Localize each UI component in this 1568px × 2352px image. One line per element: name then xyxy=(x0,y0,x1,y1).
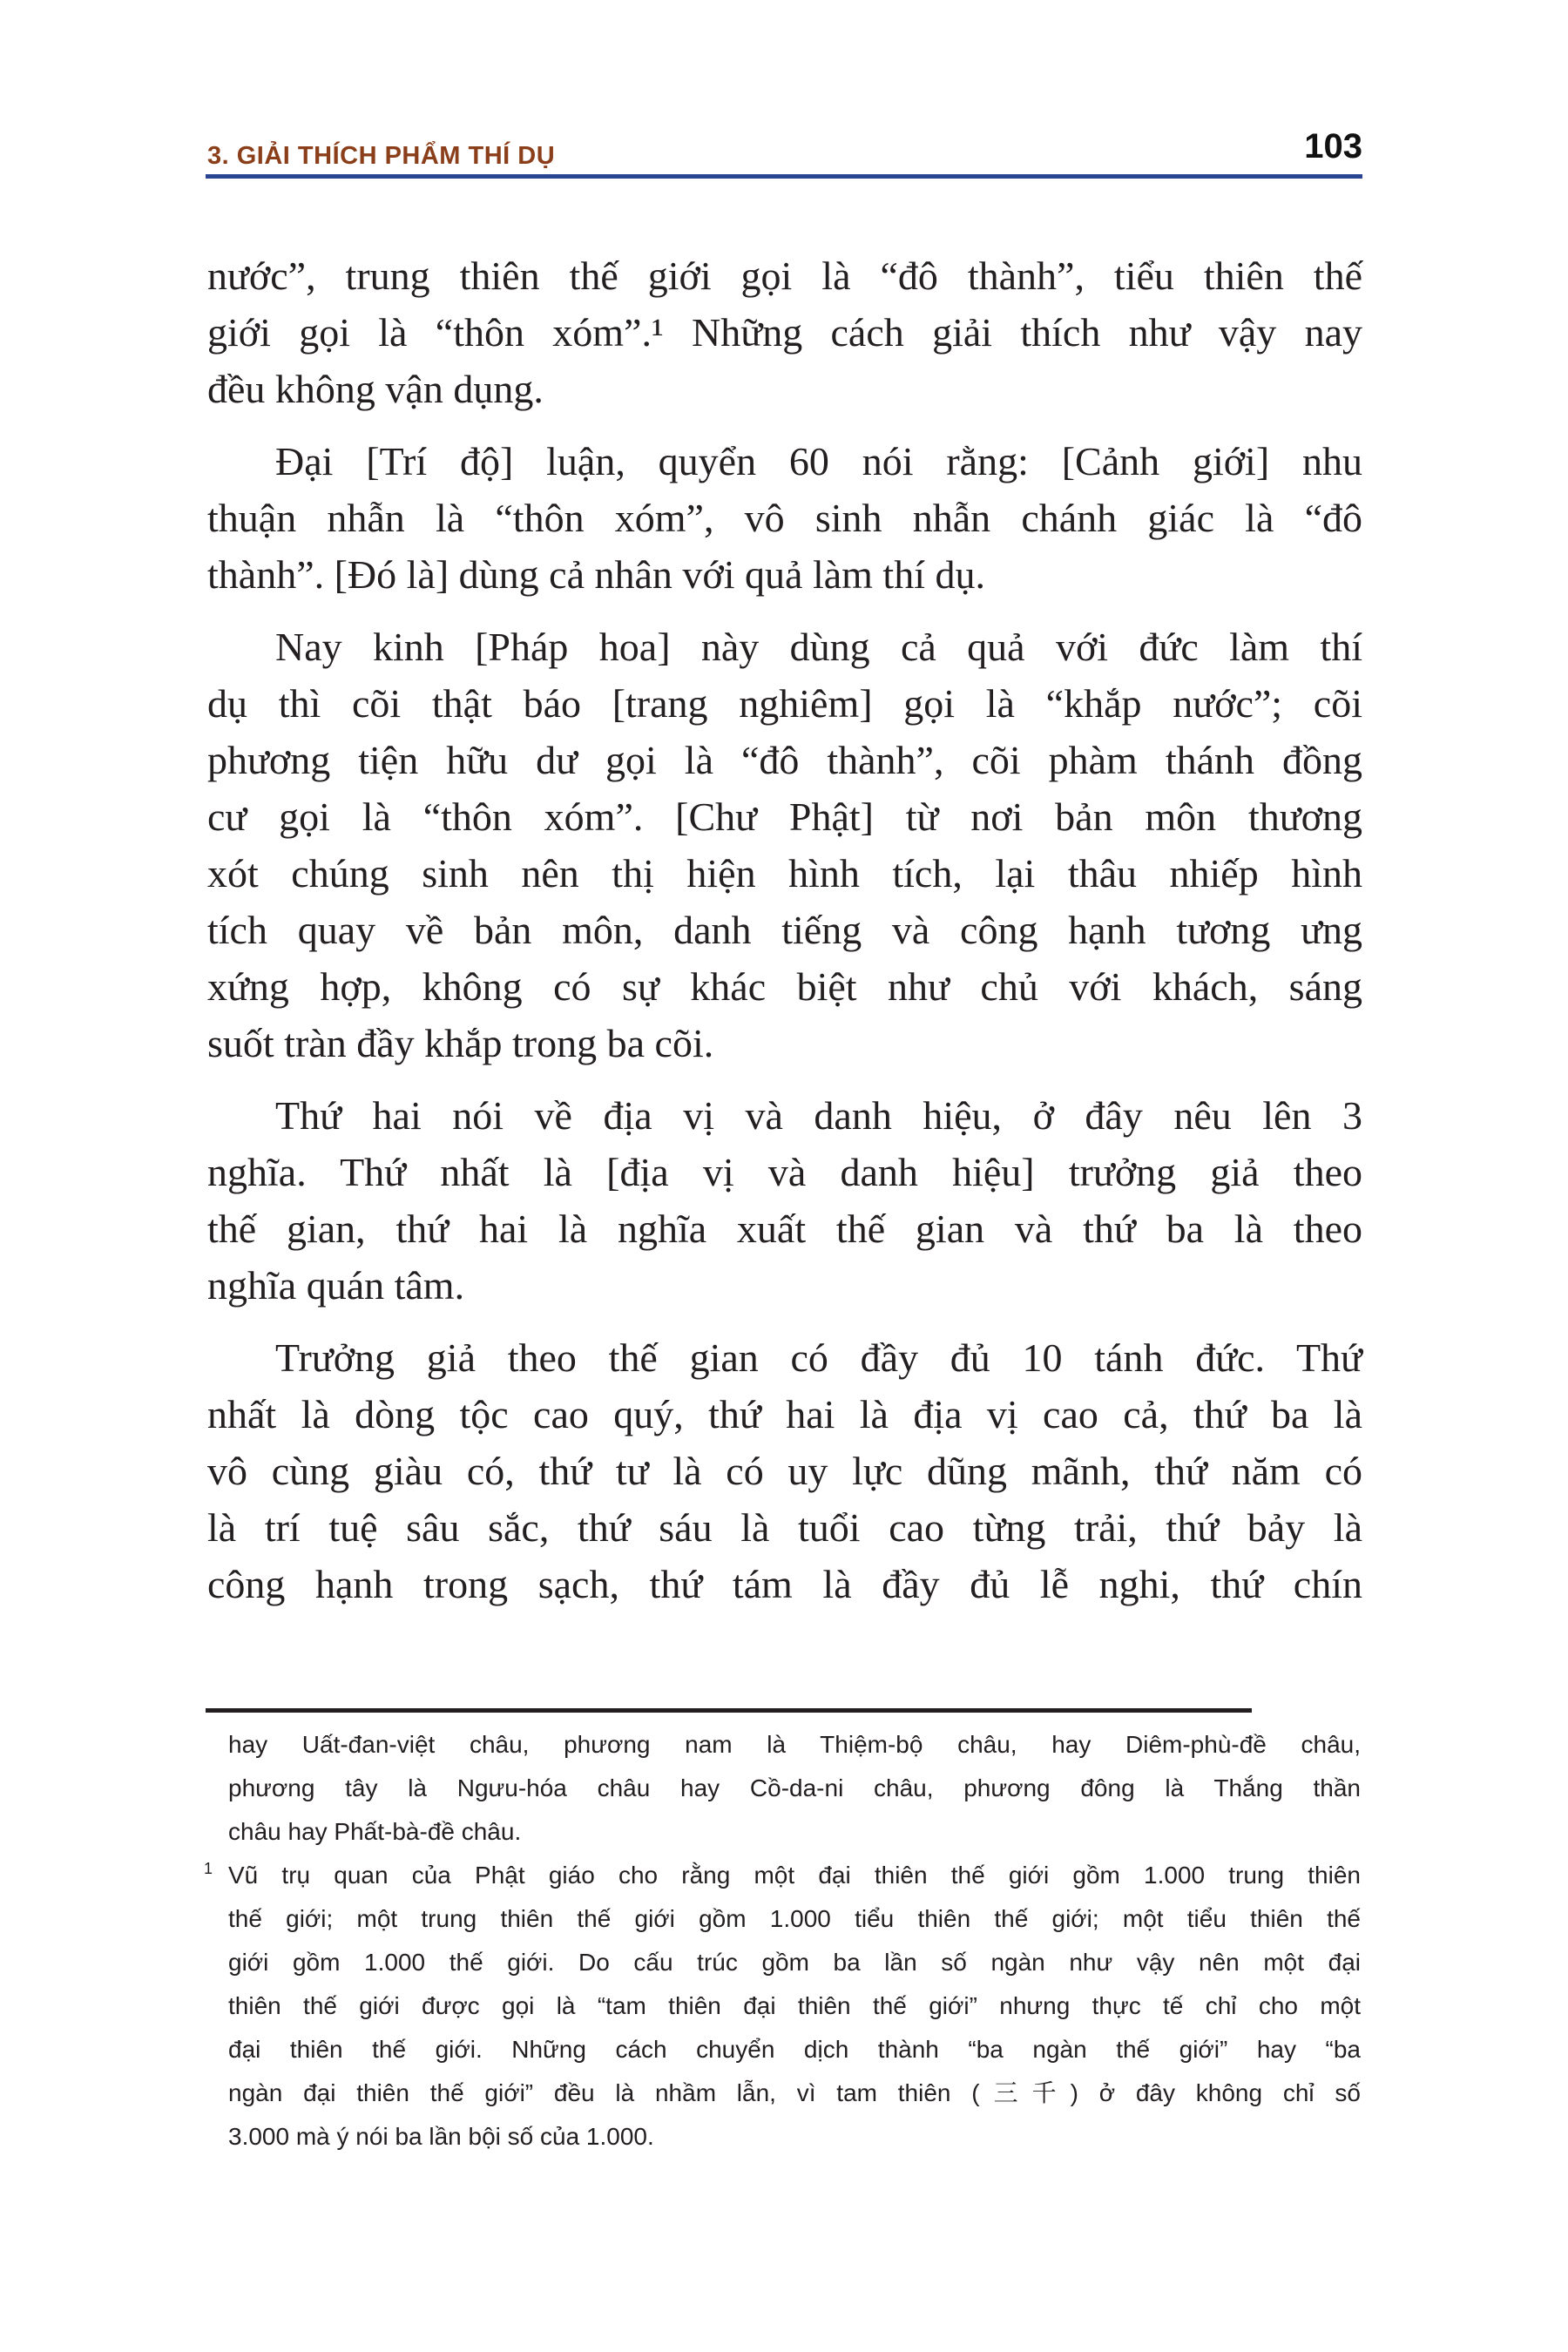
text-line: cư gọi là “thôn xóm”. [Chư Phật] từ nơi bản môn thương xyxy=(207,794,1362,839)
text-line: Nay kinh [Pháp hoa] này dùng cả quả với đức làm thí xyxy=(275,625,1362,669)
text-line: phương tiện hữu dư gọi là “đô thành”, cõi phàm thánh đồng xyxy=(207,738,1362,782)
text-line: Đại [Trí độ] luận, quyển 60 nói rằng: [Cảnh giới] nhu xyxy=(275,439,1362,483)
page-number: 103 xyxy=(1304,127,1362,166)
footnote-line: thế giới; một trung thiên thế giới gồm 1.000 tiểu thiên thế giới; một tiểu thiên thế xyxy=(228,1905,1361,1932)
text-line: thế gian, thứ hai là nghĩa xuất thế gian và thứ ba là theo xyxy=(207,1206,1362,1251)
text-line: Trưởng giả theo thế gian có đầy đủ 10 tánh đức. Thứ xyxy=(275,1335,1362,1380)
text-line: xót chúng sinh nên thị hiện hình tích, lại thâu nhiếp hình xyxy=(207,851,1362,896)
footnote-line: châu hay Phất-bà-đề châu. xyxy=(228,1818,522,1845)
text-line: vô cùng giàu có, thứ tư là có uy lực dũng mãnh, thứ năm có xyxy=(207,1449,1362,1493)
text-line: tích quay về bản môn, danh tiếng và công hạnh tương ưng xyxy=(207,908,1362,952)
text-line: dụ thì cõi thật báo [trang nghiêm] gọi là “khắp nước”; cõi xyxy=(207,681,1362,726)
header-rule xyxy=(206,174,1362,179)
text-line: Thứ hai nói về địa vị và danh hiệu, ở đây nêu lên 3 xyxy=(275,1093,1362,1138)
footnote-line: phương tây là Ngưu-hóa châu hay Cồ-da-ni châu, phương đông là Thắng thần xyxy=(228,1774,1361,1801)
text-line: giới gọi là “thôn xóm”.¹ Những cách giải thích như vậy nay xyxy=(207,310,1362,355)
footnote-separator xyxy=(206,1708,1252,1713)
footnote-line: đại thiên thế giới. Những cách chuyển dịch thành “ba ngàn thế giới” hay “ba xyxy=(228,2036,1361,2063)
text-line: công hạnh trong sạch, thứ tám là đầy đủ lễ nghi, thứ chín xyxy=(207,1562,1362,1606)
text-line: xứng hợp, không có sự khác biệt như chủ với khách, sáng xyxy=(207,964,1362,1009)
text-line: đều không vận dụng. xyxy=(207,367,544,411)
text-line: suốt tràn đầy khắp trong ba cõi. xyxy=(207,1021,714,1065)
text-line: nước”, trung thiên thế giới gọi là “đô thành”, tiểu thiên thế xyxy=(207,253,1362,298)
footnote-line: Vũ trụ quan của Phật giáo cho rằng một đại thiên thế giới gồm 1.000 trung thiên xyxy=(228,1862,1361,1889)
footnote-line: hay Uất-đan-việt châu, phương nam là Thiệm-bộ châu, hay Diêm-phù-đề châu, xyxy=(228,1731,1361,1758)
text-line: thành”. [Đó là] dùng cả nhân với quả làm thí dụ. xyxy=(207,552,985,597)
footnote-line: thiên thế giới được gọi là “tam thiên đại thiên thế giới” nhưng thực tế chỉ cho một xyxy=(228,1992,1361,2019)
footnote-marker: 1 xyxy=(204,1860,213,1877)
text-line: nhất là dòng tộc cao quý, thứ hai là địa vị cao cả, thứ ba là xyxy=(207,1392,1362,1436)
footnote-line: ngàn đại thiên thế giới” đều là nhầm lẫn, vì tam thiên (三千) ở đây không chỉ số xyxy=(228,2079,1361,2106)
text-line: thuận nhẫn là “thôn xóm”, vô sinh nhẫn chánh giác là “đô xyxy=(207,496,1362,540)
footnote-line: giới gồm 1.000 thế giới. Do cấu trúc gồm ba lần số ngàn như vậy nên một đại xyxy=(228,1949,1361,1976)
text-line: nghĩa quán tâm. xyxy=(207,1263,465,1308)
text-line: là trí tuệ sâu sắc, thứ sáu là tuổi cao từng trải, thứ bảy là xyxy=(207,1505,1362,1550)
running-header-chapter-title: 3. GIẢI THÍCH PHẨM THÍ DỤ xyxy=(207,142,556,170)
text-line: nghĩa. Thứ nhất là [địa vị và danh hiệu] trưởng giả theo xyxy=(207,1150,1362,1194)
footnote-line: 3.000 mà ý nói ba lần bội số của 1.000. xyxy=(228,2123,654,2150)
